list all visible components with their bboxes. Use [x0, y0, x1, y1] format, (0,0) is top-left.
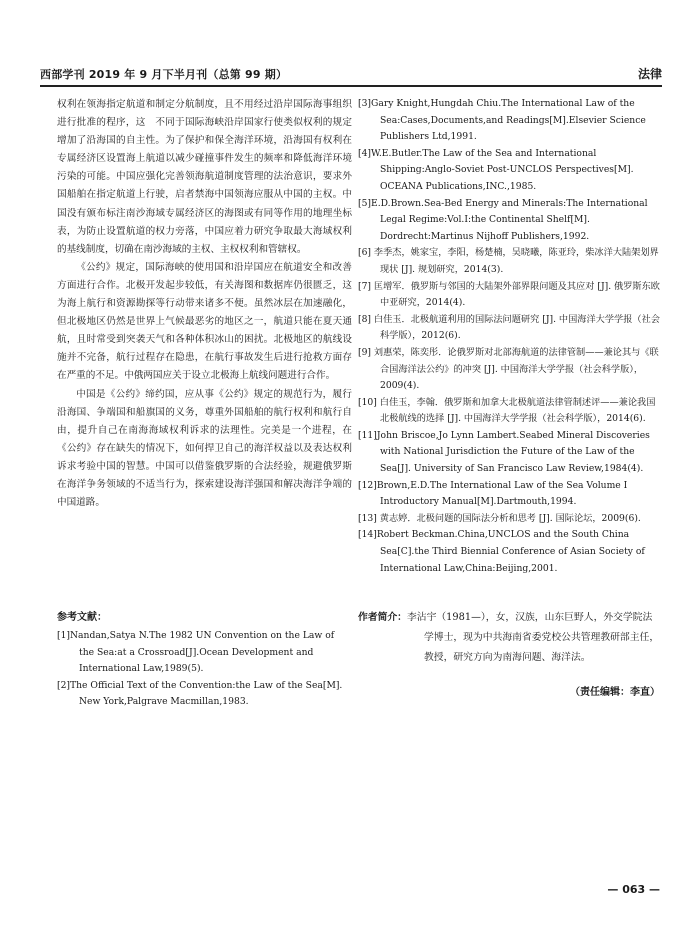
reference-item: [5]E.D.Brown.Sea-Bed Energy and Minerals:The International Legal Regime:Vol.I:the Continental Shelf[M]. Dordrecht:Martinus Nijhoff Publishers,1992.	[358, 197, 648, 242]
reference-item: [9] 刘惠荣，陈奕彤．论俄罗斯对北部海航道的法律管制——兼论其与《联合国海洋法公约》的冲突 [J]. 中国海洋大学学报（社会科学版），2009(4).	[358, 346, 659, 392]
journal-title: 西部学刊 2019 年 9 月下半月刊（总第 99 期）	[40, 68, 288, 81]
reference-item: [11]John Briscoe,Jo Lynn Lambert.Seabed Mineral Discoveries with National Jurisdiction the Future of the Law of the Sea[J]. University of San Francisco Law Review,1984(4).	[358, 429, 650, 475]
author-bio	[358, 608, 660, 668]
page-number: — 063 —	[607, 883, 660, 896]
body-paragraph: 权利在领海指定航道和制定分航制度，且不用经过沿岸国际海事组织进行批准的程序，这 不同于国际海峡沿岸国家行使类似权利的规定增加了沿海国的自主性。为了保护和保全海洋环境，沿海国有权利在专属经济区设置海上航道以减少碰撞事件发生的频率和降低海洋环境污染的可能。中国应强化完善领海航道制度管理的法治意识，要求外国船舶在指定航道上行驶，启者禁海中国领海应服从中国的主权。中国没有颁布标注南沙海域专属经济区的海图或有同等作用的地理坐标表，为防止设置航道的权力旁落，中国应着力研究争取最大海域权利的基线制度，切确在南沙海域的主权、主权权利和管辖权。	[57, 99, 352, 255]
body-paragraph: 《公约》规定，国际海峡的使用国和沿岸国应在航道安全和改善方面进行合作。北极开发起步较低，有关海图和数据库仍很匮乏，这为海上航行和资源勘探等行动带来诸多不便。虽然冰层在加速融化，但北极地区仍然是世界上气候最恶劣的地区之一，航道只能在夏天通航，且时常受到突袭天气和各种体积冰山的困扰。北极地区的航线设施并不完备，航行过程存在隐患，在航行事故发生后进行抢救方面存在严重的不足。中俄两国应关于设立北极海上航线问题进行合作。	[57, 261, 352, 382]
reference-item: [2]The Official Text of the Convention:the Law of the Sea[M]. New York,Palgrave Macmillan,1983.	[57, 679, 343, 707]
reference-item: [14]Robert Beckman.China,UNCLOS and the South China Sea[C].the Third Biennial Conference of Asian Society of International Law,China:Beijing,2001.	[358, 529, 645, 574]
running-header	[40, 60, 662, 87]
references-column-right	[358, 96, 660, 577]
author-bio-label: 作者简介：	[358, 612, 407, 623]
section-label: 法律	[637, 67, 662, 81]
references-heading: 参考文献：	[57, 612, 107, 623]
reference-item: [6] 李季杰，姚家宝，李阳，杨楚楠，吴晓曦，陈亚玲，柴冰洋大陆架划界现状 [J]. 规划研究，2014(3).	[358, 247, 659, 275]
reference-item: [12]Brown,E.D.The International Law of the Sea Volume I Introductory Manual[M].Dartmouth,1994.	[358, 479, 628, 508]
body-text-column	[57, 96, 352, 512]
reference-item: [13] 黄志婷．北极问题的国际法分析和思考 [J]. 国际论坛，2009(6).	[358, 512, 641, 524]
reference-item: [4]W.E.Butler.The Law of the Sea and International Shipping:Anglo-Soviet Post-UNCLOS Perspectives[M]. OCEANA Publications,INC.,1985.	[358, 147, 634, 192]
references-column-left	[57, 628, 352, 711]
responsible-editor: （责任编辑：李直）	[570, 687, 660, 698]
reference-item: [8] 白佳玉．北极航道利用的国际法问题研究 [J]. 中国海洋大学学报（社会科学版），2012(6).	[358, 313, 660, 342]
body-paragraph: 中国是《公约》缔约国，应从事《公约》规定的规范行为，履行沿海国、争端国和船旗国的义务，尊重外国船舶的航行权利和航行自由，提升自己在南海海域权利诉求的法理性。完美是一个进程，在《公约》存在缺失的情况下，如何捍卫自己的海洋权益以及表达权利诉求考验中国的智慧。中国可以借鉴俄罗斯的合法经验，规避俄罗斯在海洋争务领域的不适当行为，探索建设海洋强国和解决海洋争端的中国道路。	[57, 388, 352, 509]
reference-item: [10] 白佳玉，李翰．俄罗斯和加拿大北极航道法律管制述评——兼论我国北极航线的选择 [J]. 中国海洋大学学报（社会科学版），2014(6).	[358, 396, 656, 425]
reference-item: [3]Gary Knight,Hungdah Chiu.The International Law of the Sea:Cases,Documents,and Readings[M].Elsevier Science Publishers Ltd,1991.	[358, 98, 646, 143]
author-bio-text: 李沾宇（1981—），女，汉族，山东巨野人，外交学院法学博士，现为中共海南省委党校公共管理教研部主任，教授，研究方向为南海问题、海洋法。	[406, 612, 660, 663]
reference-item: [1]Nandan,Satya N.The 1982 UN Convention on the Law of the Sea:at a Crossroad[J].Ocean Development and International Law,1989(5).	[57, 630, 335, 674]
reference-item: [7] 匡增军．俄罗斯与邻国的大陆架外部界限问题及其应对 [J]. 俄罗斯东欧中亚研究，2014(4).	[358, 280, 660, 309]
